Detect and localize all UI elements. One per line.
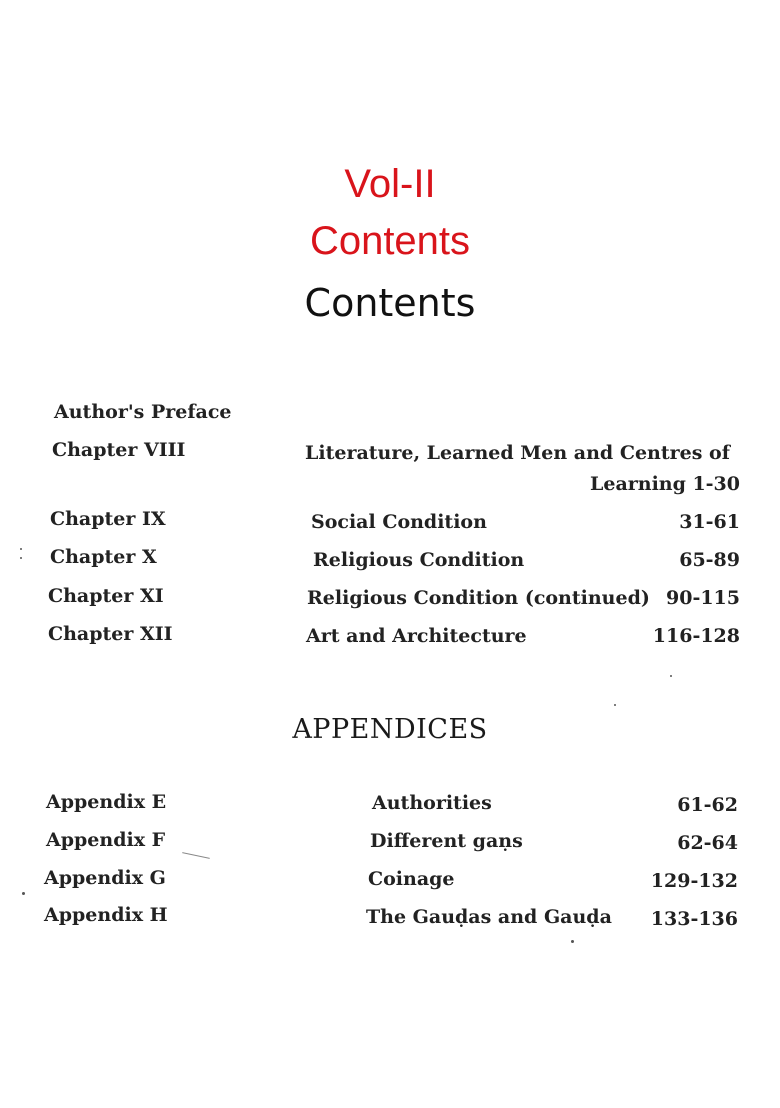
appendix-pages: 129-132 xyxy=(650,870,738,892)
scan-speck xyxy=(182,852,210,859)
chapter-title: Religious Condition (continued) xyxy=(307,587,650,609)
appendix-title: Coinage xyxy=(368,868,455,890)
volume-contents-label: Contents xyxy=(309,219,471,263)
appendices-heading: APPENDICES xyxy=(292,714,488,745)
chapter-label: Chapter IX xyxy=(50,508,166,530)
appendix-label: Appendix F xyxy=(46,829,166,851)
scan-speck xyxy=(614,704,616,706)
appendix-label: Appendix E xyxy=(46,791,167,813)
chapter-pages: 31-61 xyxy=(679,511,740,533)
chapter-label: Chapter XI xyxy=(48,585,164,607)
appendix-pages: 61-62 xyxy=(677,794,738,816)
chapter-pages: 65-89 xyxy=(679,549,740,571)
scan-speck xyxy=(22,892,25,895)
chapter-title: Art and Architecture xyxy=(306,625,527,647)
appendix-label: Appendix G xyxy=(44,867,166,889)
appendix-title: Authorities xyxy=(372,792,492,814)
chapter-label: Chapter XII xyxy=(48,623,173,645)
appendix-pages: 133-136 xyxy=(650,908,738,930)
chapter-title-continued: Learning xyxy=(590,473,686,495)
appendix-pages: 62-64 xyxy=(677,832,738,854)
scan-speck xyxy=(20,548,22,550)
page-title: Contents xyxy=(304,281,476,325)
chapter-title: Literature, Learned Men and Centres of xyxy=(305,442,730,464)
scan-speck xyxy=(20,557,22,559)
appendix-label: Appendix H xyxy=(44,904,168,926)
toc-entry-preface: Author's Preface xyxy=(54,401,232,423)
appendix-title: The Gauḍas and Gauḍa xyxy=(366,906,612,928)
appendix-title: Different gaṇs xyxy=(370,830,523,852)
chapter-title: Religious Condition xyxy=(313,549,525,571)
volume-label: Vol-II xyxy=(344,162,436,206)
chapter-label: Chapter X xyxy=(50,546,157,568)
chapter-label: Chapter VIII xyxy=(52,439,186,461)
chapter-pages: 1-30 xyxy=(692,473,740,495)
scan-speck xyxy=(670,675,672,677)
chapter-pages: 116-128 xyxy=(652,625,740,647)
scan-speck xyxy=(571,940,574,943)
chapter-title: Social Condition xyxy=(311,511,487,533)
chapter-pages: 90-115 xyxy=(666,587,740,609)
